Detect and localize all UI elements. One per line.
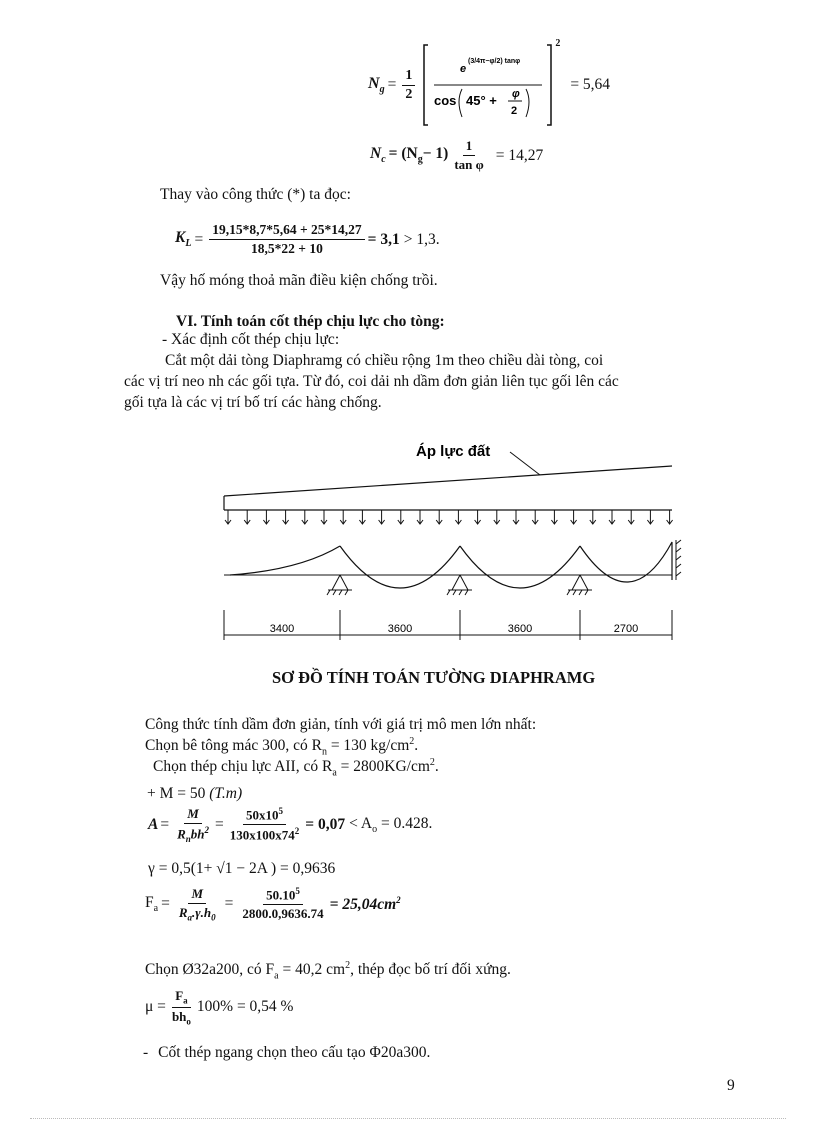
paragraph-line-2: các vị trí neo nh các gối tựa. Từ đó, coi dải nh dầm đơn giản liên tục gối lên các: [124, 373, 619, 390]
span-1: 3400: [269, 623, 295, 635]
ng-value: = 5,64: [570, 76, 611, 93]
mu-formula: μ = $\frac{F_a}{bh_o}$ 100% = 0,54 %: [145, 988, 294, 1027]
support-1: [327, 575, 352, 595]
cong-thuc-text: Công thức tính dầm đơn giản, tính với giá trị mô men lớn nhất:: [145, 716, 537, 733]
span-4: 2700: [613, 623, 639, 635]
page-number: 9: [727, 1077, 735, 1094]
ng-half: $\frac{1}{2}$: [402, 68, 415, 103]
section-title: VI. Tính toán cốt thép chịu lực cho tòng:: [176, 313, 445, 330]
chon-be-tong: Chọn bê tông mác 300, có $R_n = 130$ $kg/cm^2$.: [145, 736, 419, 758]
span-2: 3600: [387, 623, 413, 635]
svg-text:2: 2: [511, 105, 518, 117]
ng-symbol: $N_g$: [368, 74, 385, 96]
diaphragm-wall-diagram: [210, 430, 690, 650]
bullet-xac-dinh: - Xác định cốt thép chịu lực:: [162, 331, 340, 348]
ng-bracket-frac: [420, 39, 555, 131]
moment-line: + M = 50 (T.m): [147, 785, 243, 802]
diagram-caption: SƠ ĐỒ TÍNH TOÁN TƯỜNG DIAPHRAMG: [272, 668, 596, 687]
nc-value: = 14,27: [495, 146, 544, 164]
nc-symbol: $N_c$: [370, 145, 386, 166]
chon-phi-line: Chọn Ø32a200, có $F_a = 40,2$ $cm^2$, thép đọc bố trí đối xứng.: [145, 960, 511, 982]
fa-formula: $F_a$ = $\frac{M}{R_a.\gamma.h_0}$ = $\frac{50.10^5}{2800.0,9636.74}$ = $25,04cm^2$: [145, 886, 401, 923]
footer-divider: [30, 1118, 786, 1119]
span-3: 3600: [507, 623, 533, 635]
load-arrows: [225, 510, 673, 524]
svg-text:e: e: [460, 63, 467, 75]
vay-ho-text: Vậy hố móng thoả mãn điều kiện chống trồi.: [160, 272, 438, 289]
gamma-line: γ = 0,5(1+ √1 − 2A ) = 0,9636: [148, 860, 336, 877]
fixed-end: [676, 540, 681, 580]
svg-text:φ: φ: [512, 88, 521, 100]
svg-text:(3/4π−φ/2) tanφ: (3/4π−φ/2) tanφ: [468, 58, 521, 65]
svg-text:cos: cos: [434, 93, 457, 108]
paragraph-line-1: Cắt một dải tòng Diaphramg có chiều rộng 1m theo chiều dài tòng, coi: [165, 352, 604, 369]
support-3: [567, 575, 592, 595]
chon-thep: Chọn thép chịu lực AII, có $R_a = 2800KG/cm^2$.: [153, 757, 439, 779]
nc-formula: $N_c$ = $(N_g- 1)$ $\frac{1}{\text{tan φ}}$ = 14,27: [370, 138, 544, 172]
nc-frac: $\frac{1}{\text{tan φ}}$: [454, 138, 484, 172]
soil-pressure-label: Áp lực đất: [416, 443, 491, 460]
ng-formula: $N_g$ = $\frac{1}{2}$ e (3/4π−φ/2) tanφ cos 45° + φ 2 2 = 5,64: [368, 40, 610, 130]
ng-power: 2: [555, 38, 561, 49]
thay-vao-text: Thay vào công thức (*) ta đọc:: [160, 186, 351, 203]
a-formula: A = $\frac{M}{R_nbh^2}$ = $\frac{50x10^5}{130x100x74^2}$ = 0,07 < $A_o = 0.428$.: [148, 806, 433, 844]
kl-formula: $K_L$ = $\frac{19,15*8,7*5,64 + 25*14,27}{18,5*22 + 10}$ = 3,1 > 1,3.: [175, 222, 440, 256]
support-2: [447, 575, 472, 595]
paragraph-line-3: gối tựa là các vị trí bố trí các hàng chống.: [124, 394, 382, 411]
kl-frac: $\frac{19,15*8,7*5,64 + 25*14,27}{18,5*22 + 10}$: [209, 222, 364, 257]
bullet-cot-thep-ngang: - Cốt thép ngang chọn theo cấu tạo Φ20a300.: [143, 1044, 431, 1061]
svg-text:45° +: 45° +: [466, 93, 498, 108]
